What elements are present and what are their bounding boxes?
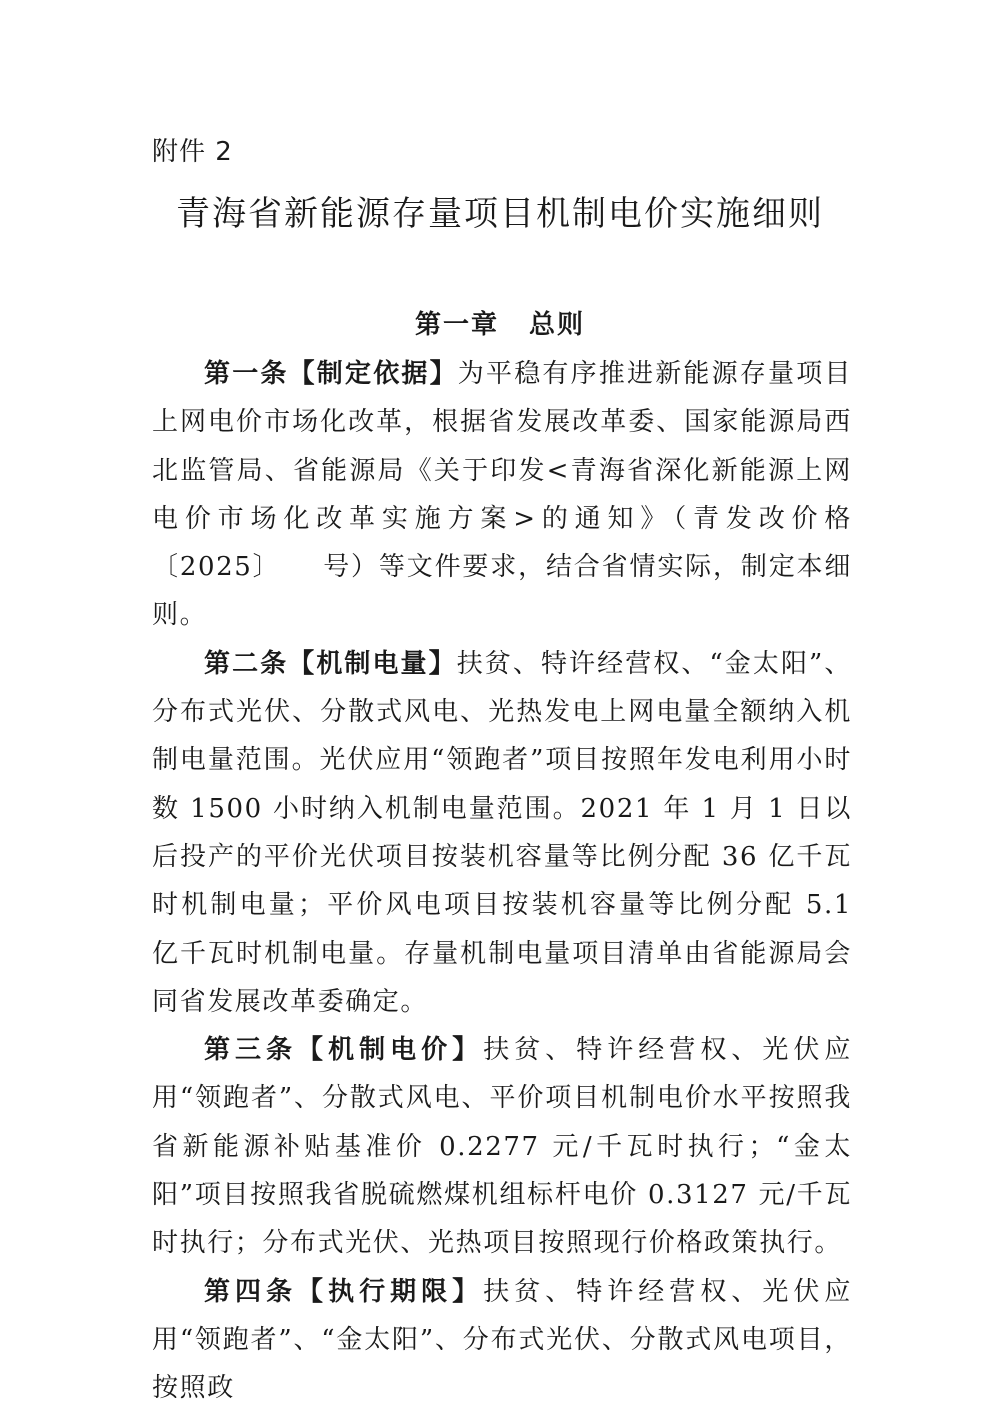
attachment-label: 附件 2 [152, 137, 233, 167]
document-body [152, 350, 852, 1413]
article-heading: 第三条【机制电价】 [204, 1035, 484, 1066]
chapter-heading [0, 305, 1000, 345]
article-text: 扶贫、特许经营权、“金太阳”、分布式光伏、分散式风电、光热发电上网电量全额纳入机制电量范围。光伏应用“领跑者”项目按照年发电利用小时数 1500 小时纳入机制电量范围。2021 年 1 月 1 日以后投产的平价光伏项目按装机容量等比例分配 36 亿千瓦时机制电量；平价风电项目按装机容量等比例分配 5.1 亿千瓦时机制电量。存量机制电量项目清单由省能源局会同省发展改革委确定。 [152, 648, 852, 1017]
article-heading: 第二条【机制电量】 [204, 648, 457, 679]
article-heading: 第一条【制定依据】 [204, 359, 458, 389]
article-text: 扶贫、特许经营权、光伏应用“领跑者”、“金太阳”、分布式光伏、分散式风电项目，按照政 [152, 1276, 853, 1404]
document-title: 青海省新能源存量项目机制电价实施细则 [176, 194, 824, 234]
chapter-number: 第一章 [414, 310, 499, 340]
article-1 [152, 350, 852, 640]
article-4 [152, 1268, 852, 1413]
article-text: 扶贫、特许经营权、光伏应用“领跑者”、分散式风电、平价项目机制电价水平按照我省新能源补贴基准价 0.2277 元/千瓦时执行；“金太阳”项目按照我省脱硫燃煤机组标杆电价 0.3127 元/千瓦时执行；分布式光伏、光热项目按照现行价格政策执行。 [152, 1035, 853, 1259]
article-text: 为平稳有序推进新能源存量项目上网电价市场化改革，根据省发展改革委、国家能源局西北监管局、省能源局《关于印发<青海省深化新能源上网电价市场化改革实施方案>的通知》（青发改价格〔2025〕 号）等文件要求，结合省情实际，制定本细则。 [152, 359, 852, 631]
article-heading: 第四条【执行期限】 [204, 1276, 484, 1307]
article-3 [152, 1026, 852, 1267]
chapter-name: 总则 [529, 310, 586, 340]
article-2 [152, 640, 852, 1026]
